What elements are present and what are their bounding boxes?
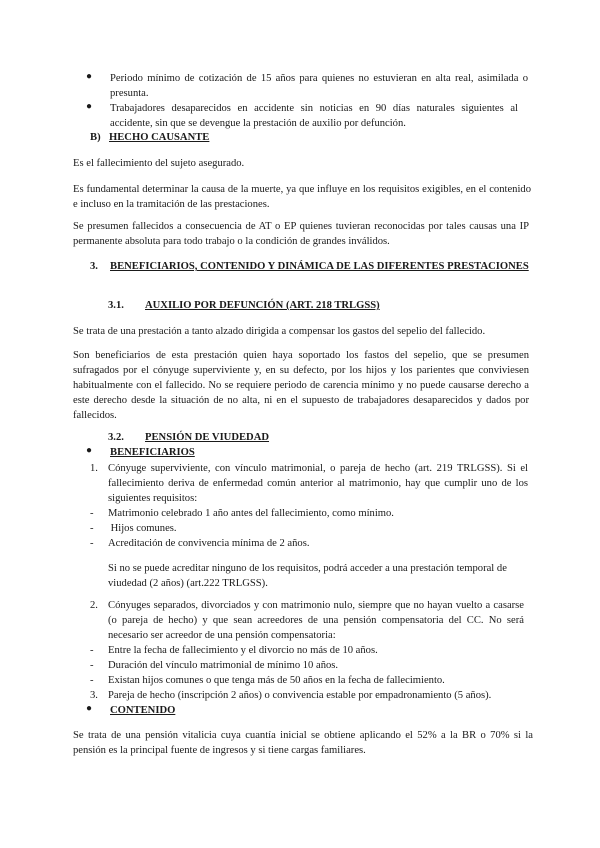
note-text: Si no se puede acreditar ninguno de los requisitos, podrá acceder a una prestación temporal de viudedad (2 años) (art.222 TRLGSS).	[108, 563, 507, 589]
paragraph: Se presumen fallecidos a consecuencia de AT o EP quienes tuvieran reconocidas por tales causas una IP permanente absoluta para todo trabajo o la condición de grandes inválidos.	[73, 221, 529, 247]
section-number: 3.2.	[108, 432, 124, 443]
bullet-icon: ●	[86, 101, 93, 112]
list-item-text: Pareja de hecho (inscripción 2 años) o convivencia estable por empadronamiento (5 años).	[108, 690, 492, 701]
paragraph: Son beneficiarios de esta prestación quien haya soportado los fastos del sepelio, que se presumen sufragados por el cónyuge superviviente y, en su defecto, por los hijos y los parientes que conviviesen habitualmente con el fallecido. No se requiere periodo de carencia mínimo y no puede causarse derecho a este derecho desde la situación de no alta, ni en el supuesto de trabajadores desaparecidos y dados por fallecidos.	[73, 350, 529, 421]
dash-item: Existan hijos comunes o que tenga más de 50 años en la fecha de fallecimiento.	[108, 675, 445, 686]
dash-marker: -	[90, 508, 94, 519]
dash-item: Matrimonio celebrado 1 año antes del fallecimiento, como mínimo.	[108, 508, 394, 519]
bullet-text: Periodo mínimo de cotización de 15 años para quienes no estuvieran en alta real, asimilada o presunta.	[110, 73, 528, 99]
paragraph: Se trata de una prestación a tanto alzado dirigida a compensar los gastos del sepelio del fallecido.	[73, 326, 486, 337]
dash-marker: -	[90, 660, 94, 671]
section-heading: BENEFICIARIOS, CONTENIDO Y DINÁMICA DE LAS DIFERENTES PRESTACIONES	[110, 261, 529, 272]
subheading: BENEFICIARIOS	[110, 447, 195, 458]
dash-item: Duración del vínculo matrimonial de mínimo 10 años.	[108, 660, 339, 671]
bullet-icon: ●	[86, 703, 93, 714]
list-item-text: Cónyuge superviviente, con vínculo matrimonial, o pareja de hecho (art. 219 TRLGSS). Si el fallecimiento deriva de enfermedad común anterior al matrimonio, hay que cumplir uno de los siguientes requisitos:	[108, 463, 528, 504]
paragraph: Es fundamental determinar la causa de la muerte, ya que influye en los requisitos exigibles, en el contenido e incluso en la tramitación de las prestaciones.	[73, 184, 531, 210]
subheading: CONTENIDO	[110, 705, 176, 716]
dash-item: Entre la fecha de fallecimiento y el divorcio no más de 10 años.	[108, 645, 378, 656]
list-number: 2.	[90, 600, 98, 611]
bullet-icon: ●	[86, 71, 93, 82]
section-number: 3.	[90, 261, 98, 272]
paragraph: Es el fallecimiento del sujeto asegurado.	[73, 158, 245, 169]
list-item-text: Cónyuges separados, divorciados y con matrimonio nulo, siempre que no hayan vuelto a casarse (o pareja de hecho) y que sean acreedores de una pensión compensatoria del CC. No será necesario ser acreedor de una pensión compensatoria:	[108, 600, 524, 641]
dash-marker: -	[90, 675, 94, 686]
bullet-icon: ●	[86, 445, 93, 456]
section-number: 3.1.	[108, 300, 124, 311]
bullet-text: Trabajadores desaparecidos en accidente sin noticias en 90 días naturales siguientes al accidente, sin que se devengue la prestación de auxilio por defunción.	[110, 103, 518, 129]
list-number: 3.	[90, 690, 98, 701]
dash-marker: -	[90, 645, 94, 656]
dash-item: Hijos comunes.	[108, 523, 177, 534]
list-number: 1.	[90, 463, 98, 474]
section-heading: PENSIÓN DE VIUDEDAD	[145, 432, 270, 443]
section-heading: HECHO CAUSANTE	[109, 132, 210, 143]
dash-marker: -	[90, 523, 94, 534]
section-letter: B)	[90, 132, 101, 143]
dash-marker: -	[90, 538, 94, 549]
dash-item: Acreditación de convivencia mínima de 2 años.	[108, 538, 310, 549]
paragraph: Se trata de una pensión vitalicia cuya cuantía inicial se obtiene aplicando el 52% a la BR o 70% si la pensión es la principal fuente de ingresos y si tiene cargas familiares.	[73, 730, 533, 756]
section-heading: AUXILIO POR DEFUNCIÓN (ART. 218 TRLGSS)	[145, 300, 380, 311]
